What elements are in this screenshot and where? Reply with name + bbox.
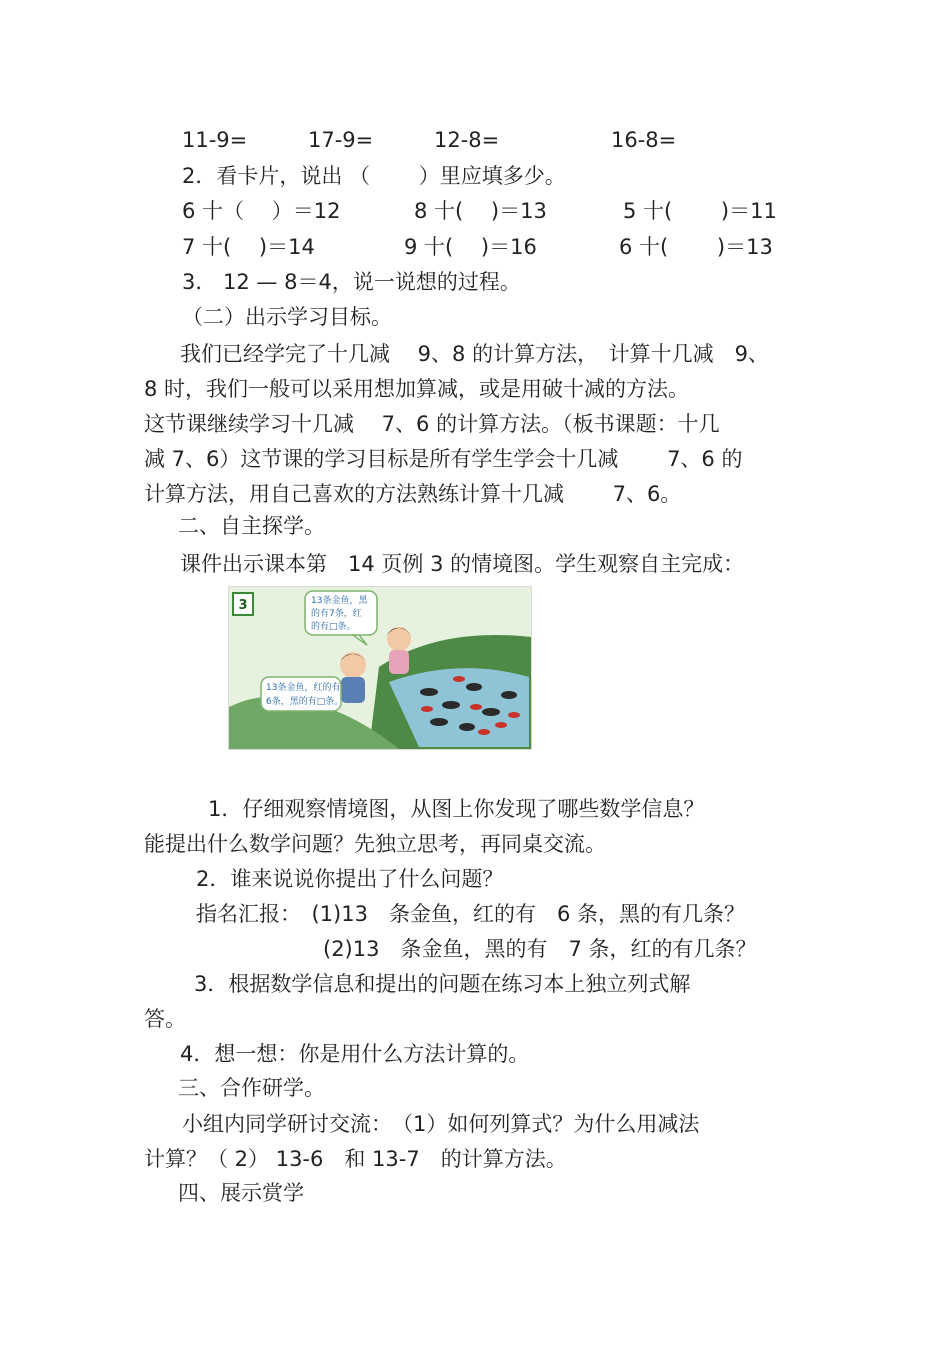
paragraph-line: 答。 bbox=[144, 1007, 186, 1031]
paragraph-line: 小组内同学研讨交流： （1）如何列算式？为什么用减法 bbox=[182, 1112, 700, 1136]
illustration-graphic bbox=[229, 587, 531, 749]
question-3: 3．根据数学信息和提出的问题在练习本上独立列式解 bbox=[194, 972, 691, 996]
card-3a: 6 十（ ）＝12 bbox=[182, 199, 341, 223]
question-1: 1．仔细观察情境图，从图上你发现了哪些数学信息？ bbox=[208, 797, 705, 821]
card-4c: 6 十( )＝13 bbox=[619, 235, 773, 259]
instruction-2: 2．看卡片，说出 （ ）里应填多少。 bbox=[182, 164, 566, 188]
bubble-text-left: 13条金鱼，红的有 bbox=[266, 683, 341, 693]
card-3c: 5 十( )＝11 bbox=[623, 199, 777, 223]
card-4b: 9 十( )＝16 bbox=[404, 235, 537, 259]
section-heading-show: 四、展示赏学 bbox=[178, 1181, 304, 1205]
example-number: 3 bbox=[238, 598, 248, 613]
report-line-2: (2)13 条金鱼，黑的有 7 条，红的有几条？ bbox=[323, 937, 757, 961]
paragraph-line: 这节课继续学习十几减 7、6 的计算方法。（板书课题：十几 bbox=[144, 412, 720, 436]
paragraph-line: 计算方法，用自己喜欢的方法熟练计算十几减 7、6。 bbox=[144, 482, 682, 506]
exercise-1d: 16-8= bbox=[611, 128, 677, 152]
question-4: 4．想一想：你是用什么方法计算的。 bbox=[180, 1042, 530, 1066]
bubble-text-left: 6条，黑的有□条。 bbox=[266, 697, 344, 707]
question-2: 2．谁来说说你提出了什么问题？ bbox=[196, 867, 504, 891]
exercise-1b: 17-9= bbox=[308, 128, 374, 152]
section-heading-cooperate: 三、合作研学。 bbox=[178, 1076, 325, 1100]
paragraph-line: 课件出示课本第 14 页例 3 的情境图。学生观察自主完成： bbox=[180, 552, 745, 576]
card-3b: 8 十( )＝13 bbox=[414, 199, 547, 223]
section-heading-2: （二）出示学习目标。 bbox=[182, 305, 392, 329]
section-heading-self-study: 二、自主探学。 bbox=[178, 514, 325, 538]
paragraph-line: 计算？（ 2） 13-6 和 13-7 的计算方法。 bbox=[144, 1147, 567, 1171]
bubble-text-top: 13条金鱼，黑 bbox=[311, 596, 368, 606]
paragraph-line: 减 7、6）这节课的学习目标是所有学生学会十几减 7、6 的 bbox=[144, 447, 743, 471]
bubble-text-top: 的有7条，红 bbox=[311, 609, 362, 619]
paragraph-line: 我们已经学完了十几减 9、8 的计算方法， 计算十几减 9、 bbox=[180, 342, 769, 366]
paragraph-line: 能提出什么数学问题？先独立思考，再同桌交流。 bbox=[144, 832, 606, 856]
report-line-1: 指名汇报： (1)13 条金鱼，红的有 6 条，黑的有几条？ bbox=[196, 902, 746, 926]
card-4a: 7 十( )＝14 bbox=[182, 235, 315, 259]
paragraph-line: 8 时，我们一般可以采用想加算减，或是用破十减的方法。 bbox=[144, 377, 690, 401]
exercise-1c: 12-8= bbox=[434, 128, 500, 152]
bubble-text-top: 的有□条。 bbox=[311, 622, 356, 632]
instruction-3: 3． 12 — 8＝4，说一说想的过程。 bbox=[182, 270, 521, 294]
situation-illustration bbox=[228, 586, 532, 750]
exercise-1a: 11-9= bbox=[182, 128, 248, 152]
